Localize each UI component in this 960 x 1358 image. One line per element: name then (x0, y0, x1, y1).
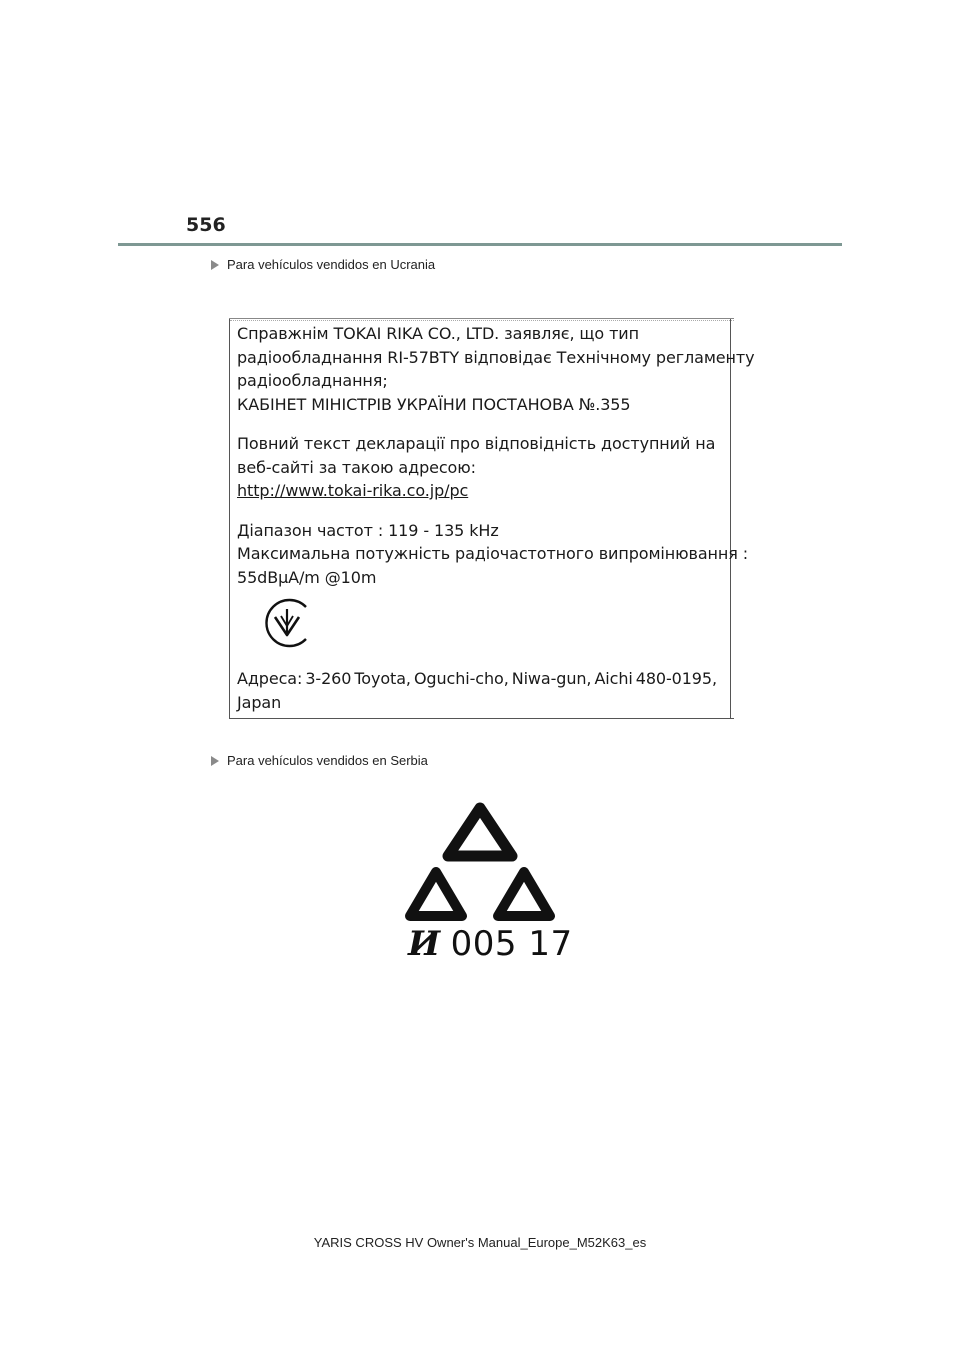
section-heading-serbia-label: Para vehículos vendidos en Serbia (227, 753, 428, 768)
address-line: Адреса: 3-260 Toyota, Oguchi-cho, Niwa-gun, Aichi 480-0195, (237, 669, 717, 688)
triangle-bullet-icon (211, 756, 219, 766)
declaration-line: радіообладнання RI-57BTY відповідає Технічному регламенту (237, 347, 755, 367)
page-number: 556 (186, 214, 226, 236)
page-footer: YARIS CROSS HV Owner's Manual_Europe_M52K63_es (313, 1235, 647, 1250)
frequency-range: Діапазон частот : 119 - 135 kHz (237, 520, 499, 540)
declaration-line: радіообладнання; (237, 371, 388, 390)
declaration-line: Справжнім TOKAI RIKA CO., LTD. заявляє, що тип (237, 324, 639, 343)
max-power-label: Максимальна потужність радіочастотного випромінювання : (237, 544, 749, 563)
triangle-bullet-icon (211, 260, 219, 270)
ukrainian-conformity-mark-icon (259, 595, 315, 651)
section-heading-ukraine (211, 257, 435, 272)
section-heading-serbia (211, 753, 428, 768)
max-power-value: 55dBμA/m @10m (237, 567, 377, 587)
declaration-url-link[interactable]: http://www.tokai-rika.co.jp/pc (237, 481, 469, 500)
header-rule (118, 243, 842, 246)
serbian-triangles-mark-icon (400, 802, 560, 922)
serbia-mark-letter: И (408, 924, 441, 964)
ukraine-declaration-box (229, 318, 755, 719)
declaration-line: КАБІНЕТ МІНІСТРІВ УКРАЇНИ ПОСТАНОВА №.355 (237, 394, 631, 414)
section-heading-ukraine-label: Para vehículos vendidos en Ucrania (227, 257, 436, 272)
ukraine-declaration-text (237, 322, 755, 714)
serbia-code-number: 005 17 (450, 924, 573, 964)
address-line-2: Japan (237, 692, 282, 712)
fulltext-line: веб-сайті за такою адресою: (237, 457, 476, 477)
serbia-approval-code (408, 924, 573, 964)
fulltext-line: Повний текст декларації про відповідність доступний на (237, 434, 716, 453)
